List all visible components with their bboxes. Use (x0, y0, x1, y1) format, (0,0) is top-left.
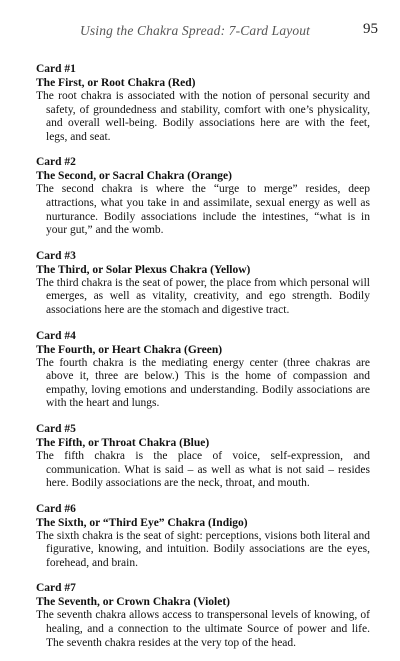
card-heading: The Third, or Solar Plexus Chakra (Yellow) (36, 263, 251, 276)
card-entry-5 (36, 422, 370, 491)
card-description: The fifth chakra is the place of voice, self-expression, and communication. What is said – as well as what is not said – resides here. Bodily associations are the neck, throat, and mouth. (36, 449, 370, 490)
card-number: Card #1 (36, 63, 76, 75)
card-description: The third chakra is the seat of power, the place from which personal will emerges, as well as vitality, creativity, and ego strength. Bodily associations here are the stomach and digestive tract. (36, 276, 370, 316)
card-number: Card #4 (36, 329, 76, 342)
page-number: 95 (363, 21, 378, 37)
card-number: Card #6 (36, 502, 76, 515)
running-title: Using the Chakra Spread: 7-Card Layout (80, 23, 311, 38)
card-number: Card #3 (36, 249, 76, 262)
card-heading: The First, or Root Chakra (Red) (36, 77, 196, 89)
running-head (80, 19, 378, 41)
card-entry-6 (36, 502, 370, 571)
card-description: The root chakra is associated with the notion of personal security and safety, of groundedness and stability, comfort with one’s physicality, and overall well-being. Bodily associations here are with the feet, legs, and seat. (36, 90, 370, 143)
card-heading: The Second, or Sacral Chakra (Orange) (36, 170, 232, 183)
card-list (36, 62, 370, 661)
card-heading: The Fifth, or Throat Chakra (Blue) (36, 436, 210, 449)
card-entry-2 (36, 155, 370, 237)
card-heading: The Seventh, or Crown Chakra (Violet) (36, 596, 231, 609)
card-entry-7 (36, 581, 370, 650)
card-description: The seventh chakra allows access to transpersonal levels of knowing, of healing, and a connection to the ultimate Source of power and life. The seventh chakra resides at the very top of the head. (36, 609, 370, 649)
card-heading: The Fourth, or Heart Chakra (Green) (36, 343, 223, 356)
card-description: The sixth chakra is the seat of sight: perceptions, visions both literal and figurative, knowing, and intuition. Bodily associations are the eyes, forehead, and brain. (36, 529, 370, 569)
card-entry-4 (36, 329, 370, 411)
card-entry-1 (36, 62, 370, 144)
card-entry-3 (36, 249, 370, 318)
card-number: Card #7 (36, 582, 76, 595)
card-number: Card #5 (36, 422, 76, 435)
card-description: The fourth chakra is the mediating energy center (three chakras are above it, three are below.) This is the home of compassion and empathy, loving emotions and understanding. Bodily associations are with the heart and lungs. (36, 356, 370, 410)
card-heading: The Sixth, or “Third Eye” Chakra (Indigo) (36, 516, 248, 529)
card-number: Card #2 (36, 156, 76, 169)
card-description: The second chakra is where the “urge to merge” resides, deep attractions, what you take in and assimilate, sexual energy as well as nurturance. Bodily associations include the intestines, “what is in your gut,” and the womb. (36, 183, 370, 237)
